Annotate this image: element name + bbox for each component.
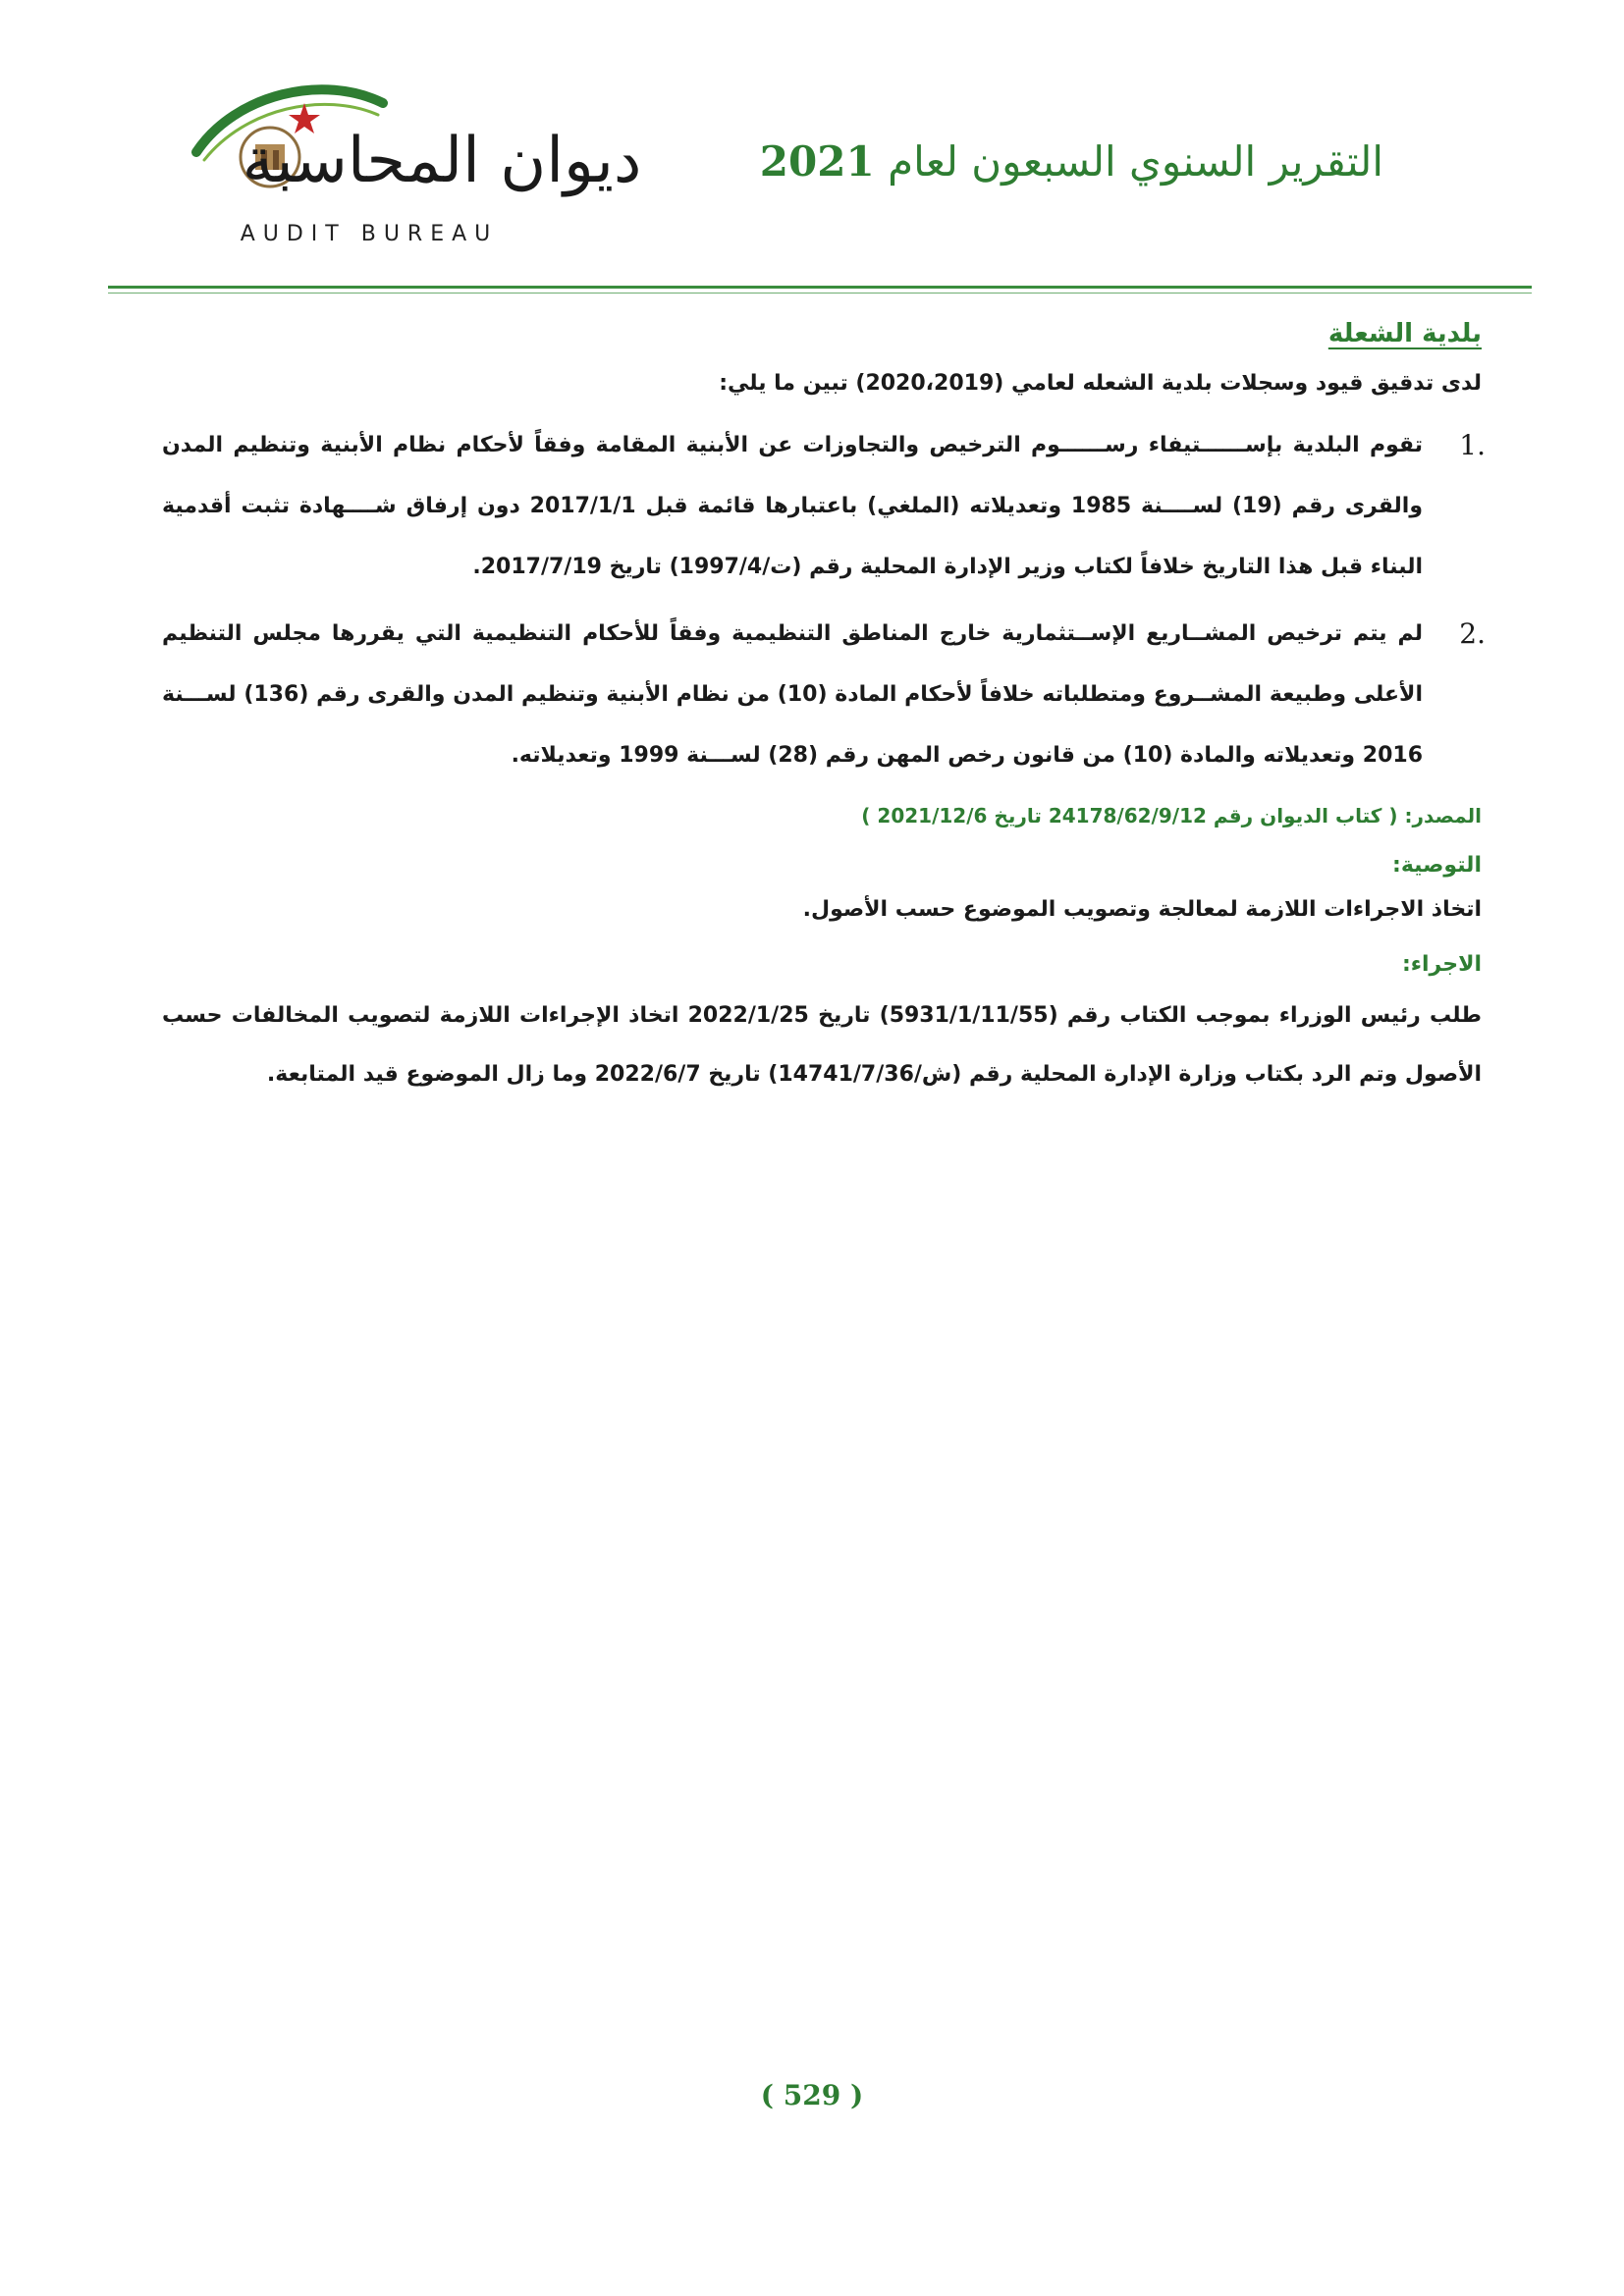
recommendation-text: اتخاذ الاجراءات اللازمة لمعالجة وتصويب الموضوع حسب الأصول. <box>802 897 1482 922</box>
section-title: بلدية الشعلة <box>1327 319 1482 348</box>
section-intro: لدى تدقيق قيود وسجلات بلدية الشعله لعامي (2020،2019) تبين ما يلي: <box>719 371 1482 396</box>
report-content <box>162 319 1486 1104</box>
recommendation-label: التوصية: <box>1392 853 1482 878</box>
report-header-title <box>760 137 1383 186</box>
source-reference: المصدر: ( كتاب الديوان رقم 24178/62/9/12 تاريخ 2021/12/6 ) <box>861 804 1482 828</box>
header-title-text: التقرير السنوي السبعون لعام <box>888 137 1383 186</box>
logo-arabic-text: ديوان المحاسبة <box>242 125 642 197</box>
logo-english-text: AUDIT BUREAU <box>240 222 499 246</box>
header-divider <box>108 286 1532 289</box>
action-label: الاجراء: <box>1401 952 1482 977</box>
header-divider-thin <box>108 293 1532 294</box>
finding-text: تقوم البلدية بإســــــتيفاء رســــــوم الترخيص والتجاوزات عن الأبنية المقامة وفقاً لأحكام نظام الأبنية وتنظيم المدن والقرى رقم (19) لســــنة 1985 وتعديلاته (الملغي) باعتبارها قائمة قبل 2017/1/1 دون إرفاق شــــهادة تثبت أقدمية البناء قبل هذا التاريخ خلافاً لكتاب وزير الإدارة المحلية رقم (ت/1997/4) تاريخ 2017/7/19. <box>162 433 1424 579</box>
page-number: ( 529 ) <box>760 2079 864 2111</box>
finding-item <box>162 415 1486 598</box>
finding-item <box>162 604 1486 786</box>
finding-number: 2. <box>1459 617 1486 650</box>
action-text: طلب رئيس الوزراء بموجب الكتاب رقم (5931/1/11/55) تاريخ 2022/1/25 اتخاذ الإجراءات اللازمة لتصويب المخالفات حسب الأصول وتم الرد بكتاب وزارة الإدارة المحلية رقم (ش/14741/7/36) تاريخ 2022/6/7 وما زال الموضوع قيد المتابعة. <box>162 1003 1482 1087</box>
finding-text: لم يتم ترخيص المشــاريع الإســتثمارية خارج المناطق التنظيمية وفقاً للأحكام التنظيمية التي يقررها مجلس التنظيم الأعلى وطبيعة المشــروع ومتطلباته خلافاً لأحكام المادة (10) من نظام الأبنية وتنظيم المدن والقرى رقم (136) لســـنة 2016 وتعديلاته والمادة (10) من قانون رخص المهن رقم (28) لســـنة 1999 وتعديلاته. <box>162 621 1423 768</box>
header-year: 2021 <box>759 137 875 186</box>
finding-number: 1. <box>1459 429 1486 461</box>
